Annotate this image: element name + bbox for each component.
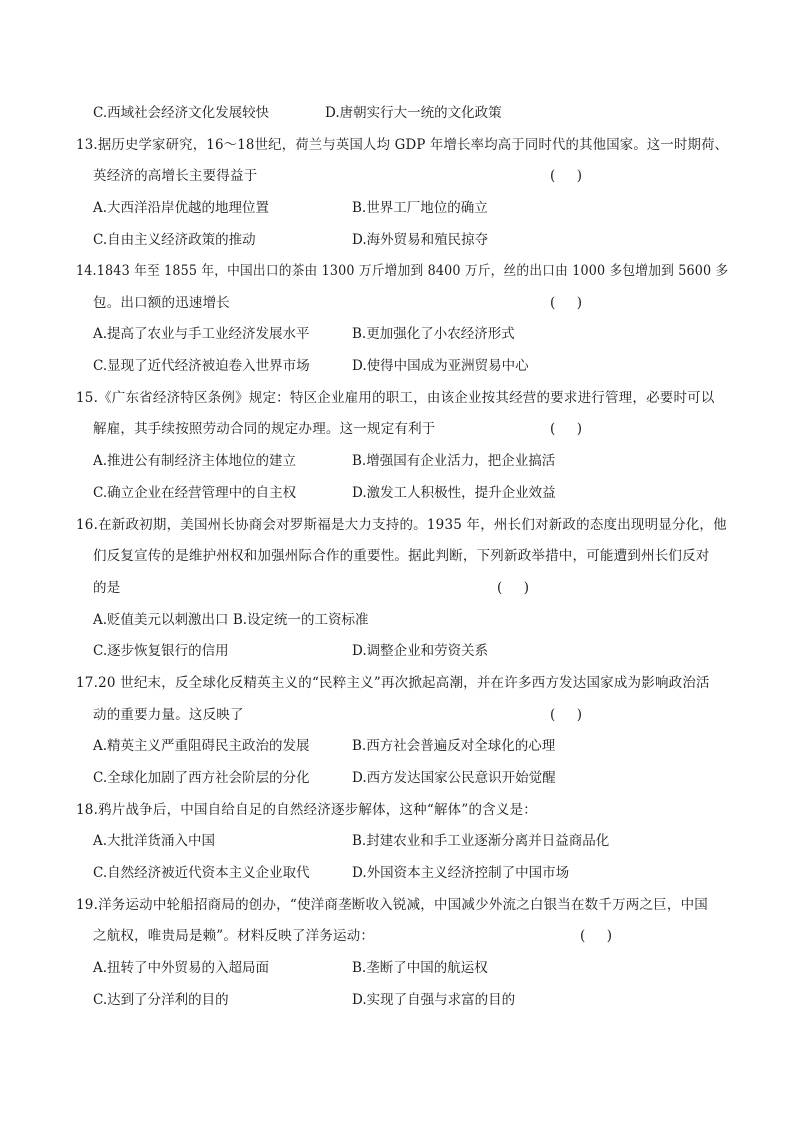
q13-answer-paren: ( ) bbox=[550, 168, 582, 184]
q16-option-d: D.调整企业和劳资关系 bbox=[352, 643, 489, 659]
q16-stem-line1: 16.在新政初期，美国州长协商会对罗斯福是大力支持的。1935 年，州长们对新政的态度出现明显分化，他 bbox=[76, 517, 727, 533]
q16-stem-line3: 的是 bbox=[93, 580, 121, 596]
q16-stem-line2: 们反复宣传的是维护州权和加强州际合作的重要性。据此判断，下列新政举措中，可能遭到州长们反对 bbox=[93, 548, 710, 564]
q18-stem-line1: 18.鸦片战争后，中国自给自足的自然经济逐步解体，这种“解体”的含义是： bbox=[76, 802, 537, 818]
q14-answer-paren: ( ) bbox=[550, 295, 582, 311]
q17-answer-paren: ( ) bbox=[550, 707, 582, 723]
q15-option-a: A.推进公有制经济主体地位的建立 bbox=[93, 453, 297, 469]
q14-option-a: A.提高了农业与手工业经济发展水平 bbox=[93, 326, 310, 342]
q18-option-a: A.大批洋货涌入中国 bbox=[93, 833, 216, 849]
q18-option-d: D.外国资本主义经济控制了中国市场 bbox=[352, 865, 570, 881]
q18-option-b: B.封建农业和手工业逐渐分离并日益商品化 bbox=[352, 833, 610, 849]
q15-option-d: D.激发工人积极性，提升企业效益 bbox=[352, 485, 556, 501]
q19-option-b: B.垄断了中国的航运权 bbox=[352, 960, 488, 976]
q19-option-c: C.达到了分洋利的目的 bbox=[93, 992, 229, 1008]
q19-stem-line1: 19.洋务运动中轮船招商局的创办，“使洋商垄断收入锐减，中国减少外流之白银当在数千万两之巨，中国 bbox=[76, 897, 708, 913]
q19-answer-paren: ( ) bbox=[580, 928, 612, 944]
q14-stem-line2: 包。出口额的迅速增长 bbox=[93, 295, 230, 311]
q16-option-c: C.逐步恢复银行的信用 bbox=[93, 643, 229, 659]
q19-option-a: A.扭转了中外贸易的入超局面 bbox=[93, 960, 270, 976]
q13-stem-line1: 13.据历史学家研究，16～18世纪，荷兰与英国人均 GDP 年增长率均高于同时代的其他国家。这一时期荷、 bbox=[76, 137, 729, 153]
q17-stem-line2: 动的重要力量。这反映了 bbox=[93, 707, 244, 723]
q16-answer-paren: ( ) bbox=[497, 580, 529, 596]
q13-option-d: D.海外贸易和殖民掠夺 bbox=[352, 232, 489, 248]
q13-option-a: A.大西洋沿岸优越的地理位置 bbox=[93, 200, 270, 216]
q12-option-d: D.唐朝实行大一统的文化政策 bbox=[325, 105, 502, 121]
q13-option-c: C.自由主义经济政策的推动 bbox=[93, 232, 256, 248]
q14-stem-line1: 14.1843 年至 1855 年，中国出口的茶由 1300 万斤增加到 8400 万斤，丝的出口由 1000 多包增加到 5600 多 bbox=[76, 263, 729, 279]
q15-option-c: C.确立企业在经营管理中的自主权 bbox=[93, 485, 297, 501]
q13-option-b: B.世界工厂地位的确立 bbox=[352, 200, 488, 216]
q12-option-c: C.西域社会经济文化发展较快 bbox=[93, 105, 270, 121]
q14-option-c: C.显现了近代经济被迫卷入世界市场 bbox=[93, 358, 310, 374]
q19-stem-line2: 之航权，唯贵局是赖”。材料反映了洋务运动： bbox=[93, 928, 375, 944]
q17-stem-line1: 17.20 世纪末，反全球化反精英主义的“民粹主义”再次掀起高潮，并在许多西方发达国家成为影响政治活 bbox=[76, 675, 710, 691]
q13-stem-line2: 英经济的高增长主要得益于 bbox=[93, 168, 258, 184]
q19-option-d: D.实现了自强与求富的目的 bbox=[352, 992, 516, 1008]
q15-option-b: B.增强国有企业活力，把企业搞活 bbox=[352, 453, 556, 469]
q15-answer-paren: ( ) bbox=[550, 421, 582, 437]
q17-option-a: A.精英主义严重阻碍民主政治的发展 bbox=[93, 738, 310, 754]
q14-option-b: B.更加强化了小农经济形式 bbox=[352, 326, 515, 342]
q17-option-c: C.全球化加剧了西方社会阶层的分化 bbox=[93, 770, 310, 786]
q17-option-d: D.西方发达国家公民意识开始觉醒 bbox=[352, 770, 556, 786]
q16-option-ab: A.贬值美元以刺激出口 B.设定统一的工资标准 bbox=[93, 612, 369, 628]
q17-option-b: B.西方社会普遍反对全球化的心理 bbox=[352, 738, 556, 754]
q18-option-c: C.自然经济被近代资本主义企业取代 bbox=[93, 865, 310, 881]
q14-option-d: D.使得中国成为亚洲贸易中心 bbox=[352, 358, 529, 374]
q15-stem-line1: 15.《广东省经济特区条例》规定：特区企业雇用的职工，由该企业按其经营的要求进行管理，必要时可以 bbox=[76, 390, 715, 406]
q15-stem-line2: 解雇，其手续按照劳动合同的规定办理。这一规定有利于 bbox=[93, 421, 436, 437]
